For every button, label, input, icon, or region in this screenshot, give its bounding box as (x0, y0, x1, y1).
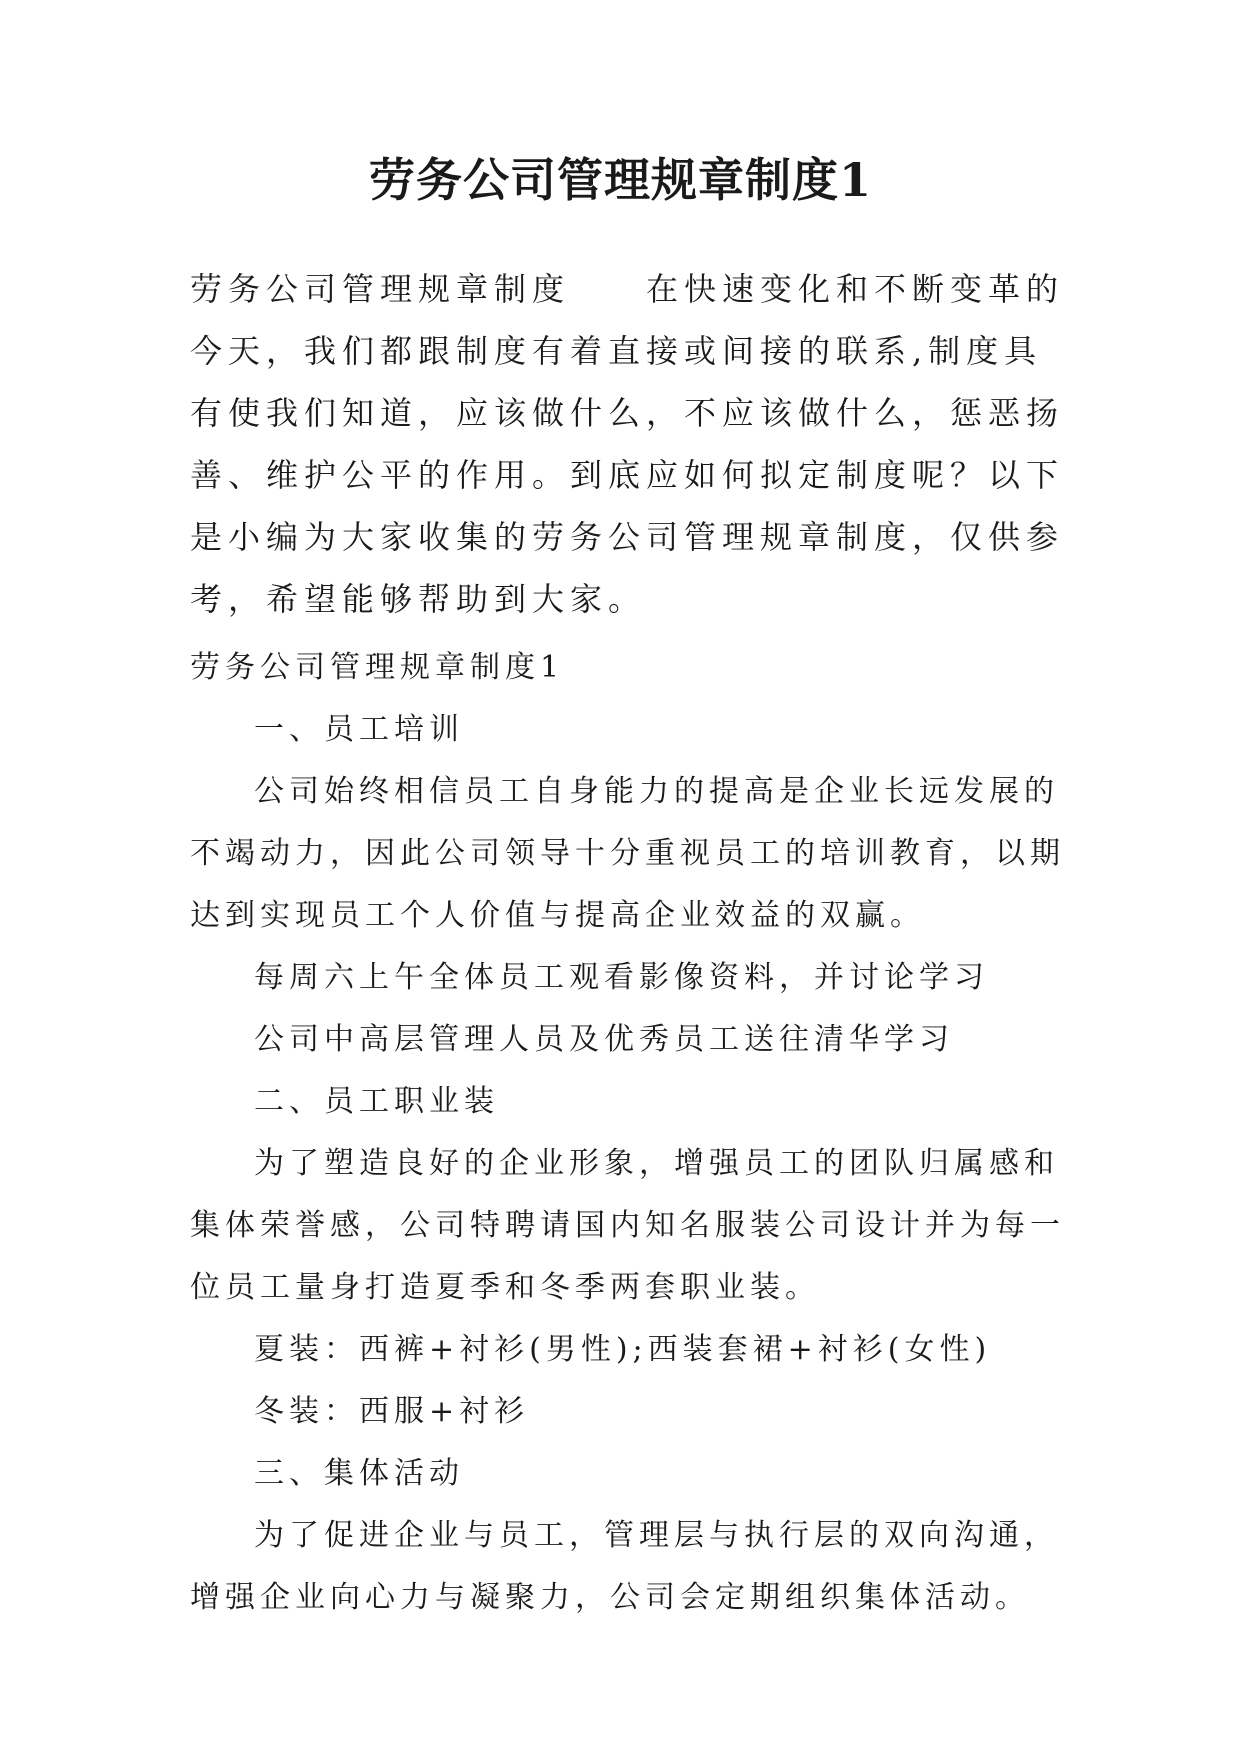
paragraph-training: 公司始终相信员工自身能力的提高是企业长远发展的不竭动力，因此公司领导十分重视员工的培训教育，以期达到实现员工个人价值与提高企业效益的双赢。 (190, 774, 1065, 933)
item-weekly-study: 每周六上午全体员工观看影像资料，并讨论学习 (254, 960, 989, 995)
paragraph-activities: 为了促进企业与员工，管理层与执行层的双向沟通，增强企业向心力与凝聚力，公司会定期组织集体活动。 (190, 1518, 1059, 1615)
paragraph-uniform: 为了塑造良好的企业形象，增强员工的团队归属感和集体荣誉感，公司特聘请国内知名服装公司设计并为每一位员工量身打造夏季和冬季两套职业装。 (190, 1146, 1065, 1305)
page-title: 劳务公司管理规章制度1 (368, 153, 872, 207)
heading-activities: 三、集体活动 (254, 1456, 464, 1491)
intro-text: 在快速变化和不断变革的今天，我们都跟制度有着直接或间接的联系,制度具有使我们知道，应该做什么，不应该做什么，惩恶扬善、维护公平的作用。到底应如何拟定制度呢？以下是小编为大家收集的劳务公司管理规章制度，仅供参考，希望能够帮助到大家。 (190, 270, 1065, 618)
intro-paragraph (190, 258, 1070, 630)
section-title: 劳务公司管理规章制度1 (190, 650, 565, 685)
intro-heading: 劳务公司管理规章制度 (190, 270, 571, 308)
item-winter-uniform: 冬装：西服+衬衫 (254, 1394, 530, 1429)
heading-uniform: 二、员工职业装 (254, 1084, 499, 1119)
item-tsinghua-study: 公司中高层管理人员及优秀员工送往清华学习 (254, 1022, 954, 1057)
heading-training: 一、员工培训 (254, 712, 464, 747)
section-body (190, 637, 1070, 1629)
item-summer-uniform: 夏装：西裤+衬衫(男性);西装套裙+衬衫(女性) (254, 1332, 992, 1367)
